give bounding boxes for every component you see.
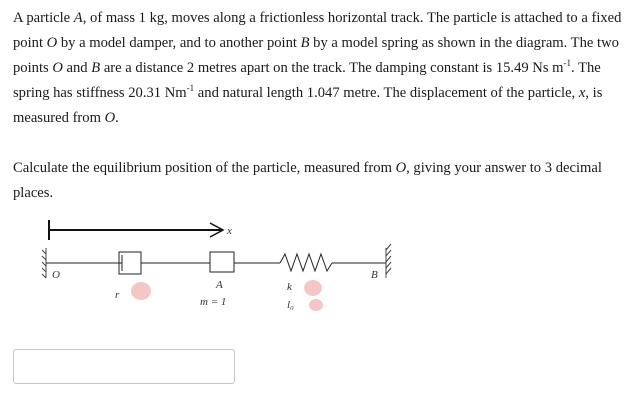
- B-label: B: [371, 269, 378, 281]
- right-wall: [386, 244, 391, 278]
- displacement-arrow: [49, 220, 223, 240]
- damper-label: r: [115, 289, 120, 301]
- l0-label: l₀: [287, 299, 294, 311]
- redaction-mark: [131, 282, 151, 300]
- A-label: A: [216, 279, 223, 291]
- damper: [46, 252, 210, 274]
- spring: [234, 254, 386, 271]
- question-prompt: Calculate the equilibrium position of the particle, measured from O, giving your answer to 3 decimal places.: [13, 160, 602, 201]
- mass-label: m = 1: [200, 296, 227, 308]
- question-text: A particle A, of mass 1 kg, moves along a frictionless horizontal track. The particle is attached to a fixed point O by a model damper, and to another point B by a model spring as shown in the diagram. The two points O and B are a distance 2 metres apart on the track. The damping constant is 15.49 Ns $m^{-1}$. The spring has stiffness 20.31 $Nm^{-1}$ and natural length 1.047 metre. The displacement of the particle, x, is measured from O.: [13, 10, 622, 126]
- particle-box: [210, 252, 234, 272]
- O-label: O: [52, 269, 60, 281]
- damper-spring-diagram: [40, 216, 410, 326]
- redaction-mark: [304, 280, 322, 296]
- redaction-mark: [309, 299, 323, 311]
- left-wall: [42, 248, 46, 278]
- answer-input[interactable]: [13, 349, 235, 384]
- x-label: x: [227, 225, 232, 237]
- k-label: k: [287, 281, 292, 293]
